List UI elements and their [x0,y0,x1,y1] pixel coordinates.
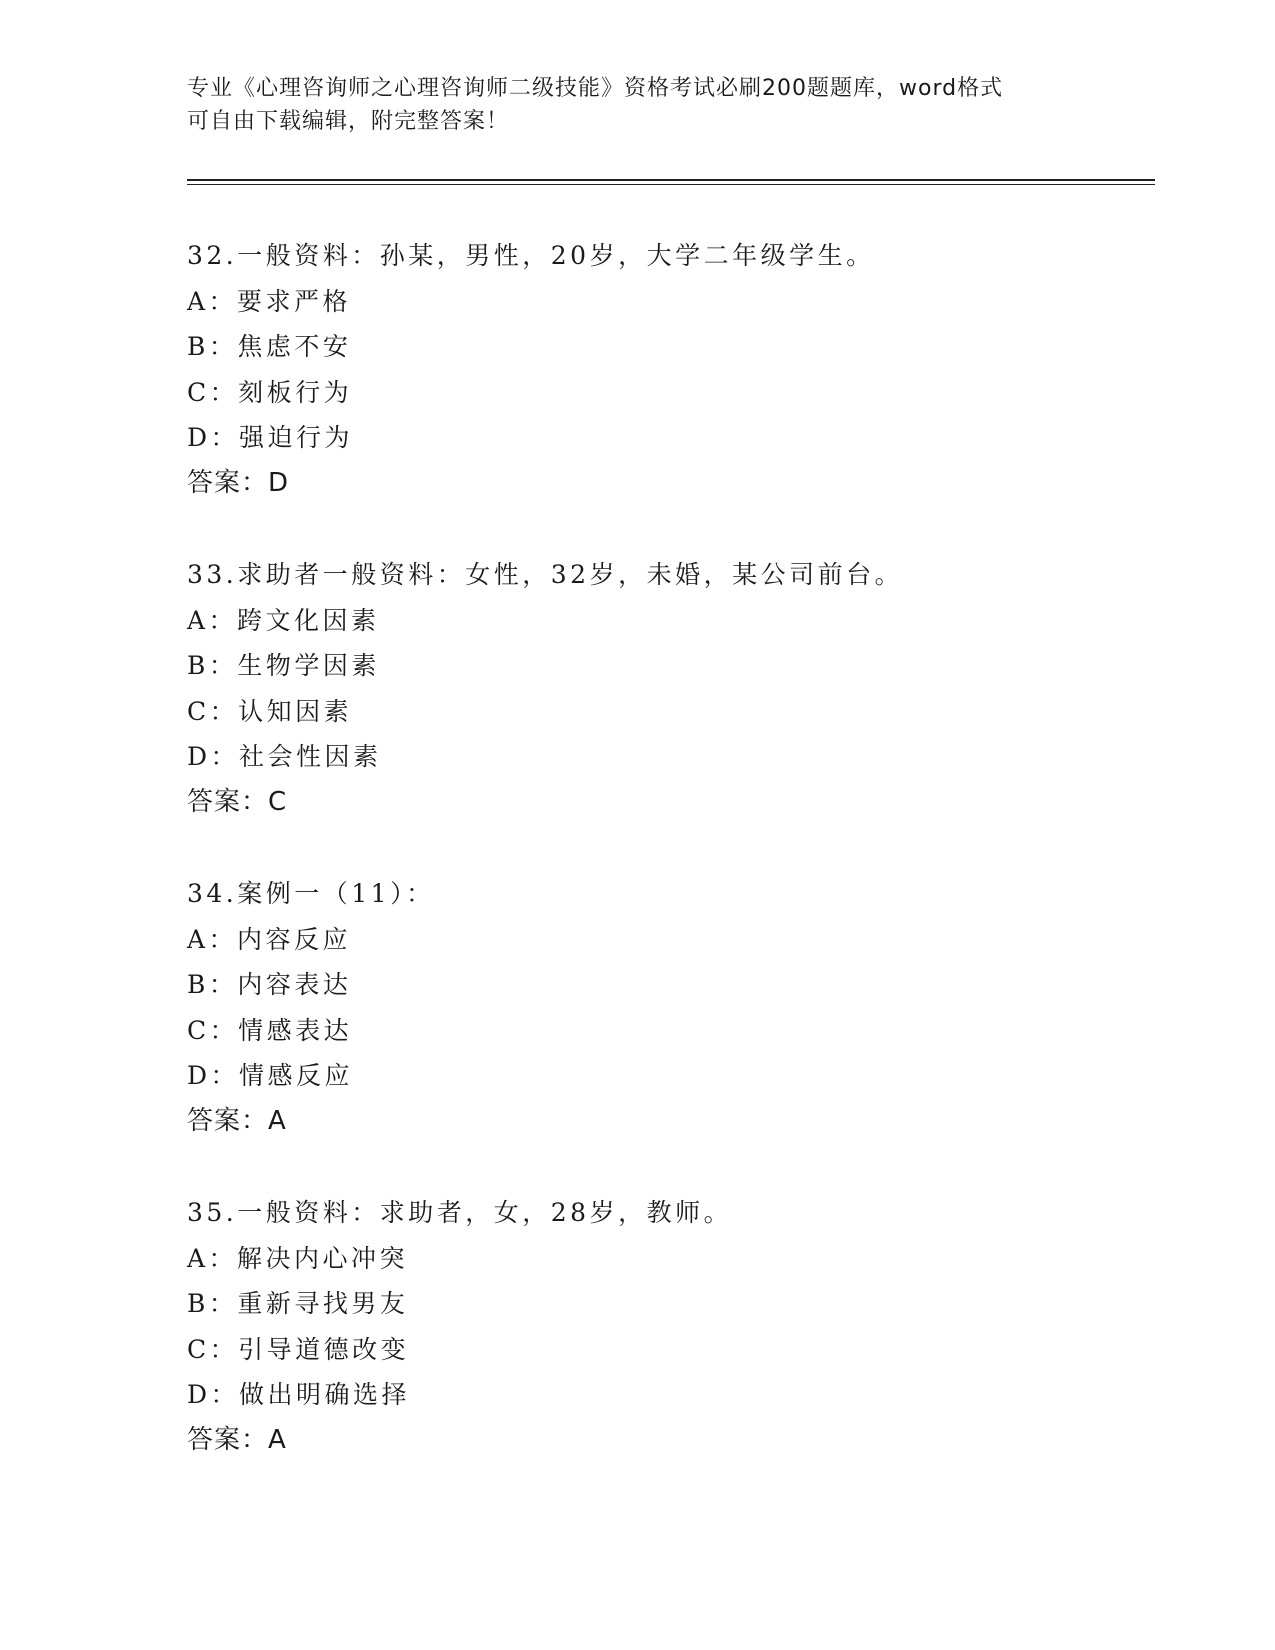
question-35 [187,1190,1147,1463]
option-a: A：解决内心冲突 [187,1243,409,1273]
option-a: A：要求严格 [187,286,352,316]
option-d: D：社会性因素 [187,742,382,771]
option-a: A：内容反应 [187,924,352,954]
option-c: C：认知因素 [187,696,353,726]
option-b: B：焦虑不安 [187,332,352,361]
document-header [187,72,1087,138]
option-d: D：做出明确选择 [187,1380,411,1409]
option-b: B：生物学因素 [187,651,380,680]
question-34 [187,871,1147,1144]
header-line-1: 专业《心理咨询师之心理咨询师二级技能》资格考试必刷200题题库，word格式 [187,76,1004,101]
option-d: D：情感反应 [187,1061,354,1090]
header-divider-top [187,179,1155,181]
answer-line: 答案：C [187,786,288,817]
question-stem: 32.一般资料：孙某，男性，20岁，大学二年级学生。 [187,241,875,270]
question-32 [187,233,1147,506]
header-divider-bottom [187,184,1155,185]
question-33 [187,552,1147,825]
answer-line: 答案：D [187,467,290,498]
option-a: A：跨文化因素 [187,605,380,635]
header-line-2: 可自由下载编辑，附完整答案！ [187,109,510,134]
question-stem: 34.案例一（11）： [187,879,435,908]
answer-line: 答案：A [187,1105,287,1136]
option-d: D：强迫行为 [187,423,354,452]
option-c: C：情感表达 [187,1015,353,1045]
option-c: C：刻板行为 [187,377,353,407]
option-c: C：引导道德改变 [187,1334,410,1364]
option-b: B：内容表达 [187,970,352,999]
question-stem: 35.一般资料：求助者，女，28岁，教师。 [187,1198,733,1227]
answer-line: 答案：A [187,1424,287,1455]
option-b: B：重新寻找男友 [187,1289,409,1318]
question-stem: 33.求助者一般资料：女性，32岁，未婚，某公司前台。 [187,560,904,589]
